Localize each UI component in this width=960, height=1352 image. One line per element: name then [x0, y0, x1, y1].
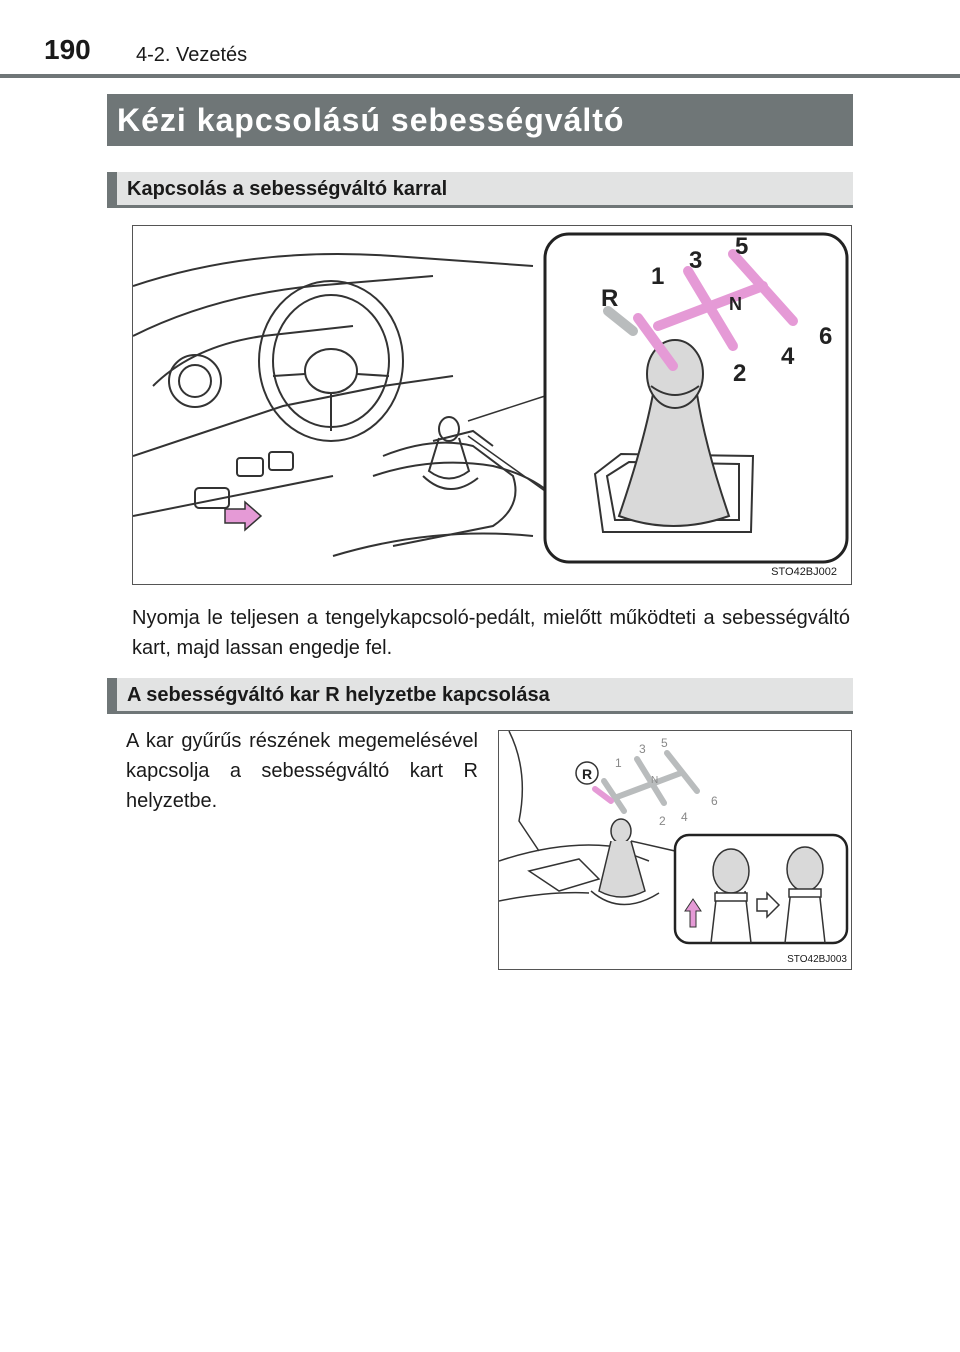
gear-label-4: 4: [681, 810, 688, 824]
figure-1-illustration: [133, 226, 851, 584]
gear-label-n: N: [651, 775, 659, 786]
page-number: 190: [44, 34, 91, 65]
gear-label-6: 6: [711, 794, 718, 808]
gear-label-r: R: [582, 766, 593, 782]
page-header: [0, 0, 960, 80]
gear-label-2: 2: [733, 360, 747, 387]
gear-label-n: N: [729, 294, 742, 314]
figure-gear-lever-overview: [132, 225, 852, 585]
figure-reverse-gear: [498, 730, 852, 970]
gear-label-r: R: [601, 285, 619, 312]
gear-label-5: 5: [661, 736, 668, 750]
instruction-text-clutch: Nyomja le teljesen a tengelykapcsoló-pedált, mielőtt működteti a sebességváltó kart, majd lassan engedje fel.: [132, 607, 850, 659]
gear-label-3: 3: [639, 742, 646, 756]
gear-label-2: 2: [659, 814, 666, 828]
instruction-text-reverse: A kar gyűrűs részének megemelésével kapcsolja a sebességváltó kart R helyzetbe.: [126, 730, 478, 812]
chapter-label: 4-2. Vezetés: [136, 44, 248, 66]
figure-code: STO42BJ003: [787, 954, 847, 965]
section-title-shifting: Kapcsolás a sebességváltó karral: [107, 172, 853, 208]
gear-label-6: 6: [819, 323, 833, 350]
gear-label-1: 1: [651, 263, 665, 290]
gear-label-5: 5: [735, 233, 749, 260]
gear-label-1: 1: [615, 756, 622, 770]
clutch-arrow-icon: [225, 502, 261, 530]
header-rule: [0, 74, 960, 78]
main-title: Kézi kapcsolású sebességváltó: [107, 94, 853, 146]
figure-code: STO42BJ002: [771, 566, 837, 578]
gear-label-4: 4: [781, 343, 795, 370]
figure-2-illustration: [499, 731, 851, 969]
section-title-reverse: A sebességváltó kar R helyzetbe kapcsolása: [107, 678, 853, 714]
gear-label-3: 3: [689, 247, 703, 274]
